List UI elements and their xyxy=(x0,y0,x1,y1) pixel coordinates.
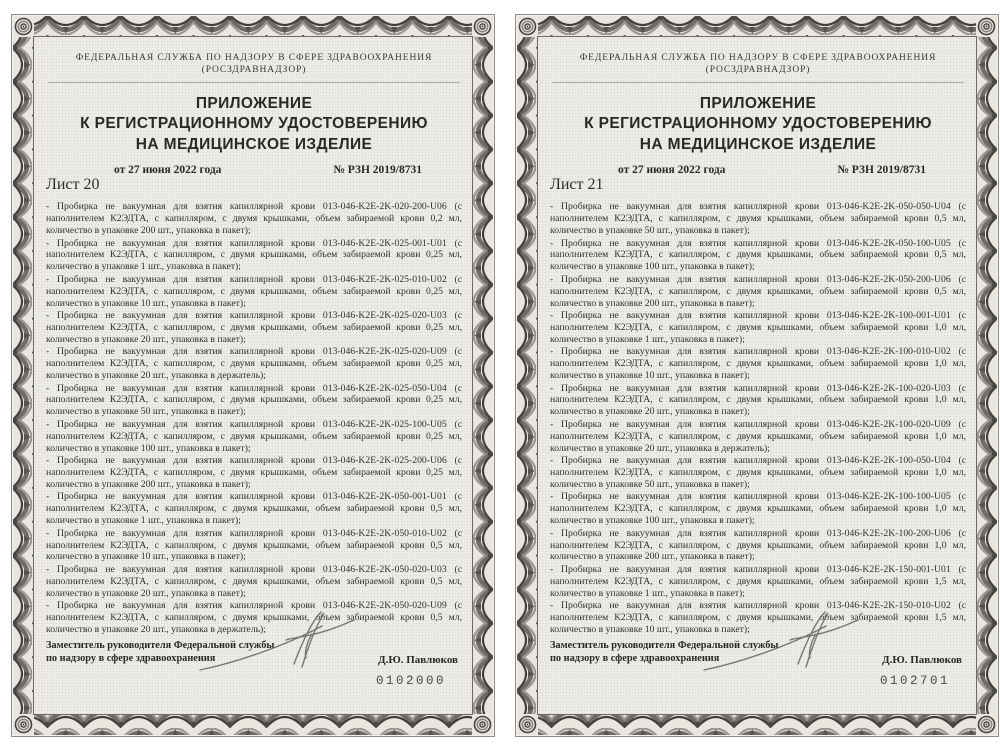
registration-number: № РЗН 2019/8731 xyxy=(837,164,926,177)
registration-number: № РЗН 2019/8731 xyxy=(333,164,422,177)
product-item: - Пробирка не вакуумная для взятия капиллярной крови 013-046-K2E-2K-150-010-U02 (с наполнителем К2ЭДТА, с капилляром, с двумя крышками, объем забираемой крови 1,5 мл, количество в упаковке 10 шт., упаковка в пакет); xyxy=(550,600,966,635)
product-item: - Пробирка не вакуумная для взятия капиллярной крови 013-046-K2E-2K-025-020-U09 (с наполнителем К2ЭДТА, с капилляром, с двумя крышками, объем забираемой крови 0,25 мл, количество в упаковке 20 шт., упаковка в держатель); xyxy=(46,346,462,382)
serial-number: 0102000 xyxy=(375,673,446,688)
product-item: - Пробирка не вакуумная для взятия капиллярной крови 013-046-K2E-2K-100-010-U02 (с наполнителем К2ЭДТА, с капилляром, с двумя крышками, объем забираемой крови 1,0 мл, количество в упаковке 10 шт., упаковка в пакет); xyxy=(550,346,966,382)
page-content xyxy=(34,37,472,714)
product-item: - Пробирка не вакуумная для взятия капиллярной крови 013-046-K2E-2K-100-020-U09 (с наполнителем К2ЭДТА, с капилляром, с двумя крышками, объем забираемой крови 1,0 мл, количество в упаковке 20 шт., упаковка в держатель); xyxy=(550,418,966,454)
agency-abbreviation: (РОСЗДРАВНАДЗОР) xyxy=(201,64,307,75)
certificate-page-1 xyxy=(11,14,495,737)
document-title-line-1: ПРИЛОЖЕНИЕ xyxy=(699,94,817,112)
product-item: - Пробирка не вакуумная для взятия капиллярной крови 013-046-K2E-2K-025-200-U06 (с наполнителем К2ЭДТА, с капилляром, с двумя крышками, объем забираемой крови 0,25 мл, количество в упаковке 200 шт., упаковка в пакет); xyxy=(46,455,462,490)
header-divider xyxy=(48,82,460,83)
product-item: - Пробирка не вакуумная для взятия капиллярной крови 013-046-K2E-2K-050-100-U05 (с наполнителем К2ЭДТА, с капилляром, с двумя крышками, объем забираемой крови 0,5 мл, количество в упаковке 100 шт., упаковка в пакет); xyxy=(550,237,966,273)
product-list xyxy=(46,201,462,636)
product-item: - Пробирка не вакуумная для взятия капиллярной крови 013-046-K2E-2K-100-200-U06 (с наполнителем К2ЭДТА, с капилляром, с двумя крышками, объем забираемой крови 1,0 мл, количество в упаковке 200 шт., упаковка в пакет); xyxy=(550,527,966,563)
signer-position-line-2: по надзору в сфере здравоохранения xyxy=(550,653,720,665)
document-title-line-2: К РЕГИСТРАЦИОННОМУ УДОСТОВЕРЕНИЮ xyxy=(80,115,428,133)
product-item: - Пробирка не вакуумная для взятия капиллярной крови 013-046-K2E-2K-100-020-U03 (с наполнителем К2ЭДТА, с капилляром, с двумя крышками, объем забираемой крови 1,0 мл, количество в упаковке 20 шт., упаковка в пакет); xyxy=(550,382,966,418)
product-item: - Пробирка не вакуумная для взятия капиллярной крови 013-046-K2E-2K-025-010-U02 (с наполнителем К2ЭДТА, с капилляром, с двумя крышками, объем забираемой крови 0,25 мл, количество в упаковке 10 шт., упаковка в пакет); xyxy=(46,273,462,309)
product-item: - Пробирка не вакуумная для взятия капиллярной крови 013-046-K2E-2K-050-200-U06 (с наполнителем К2ЭДТА, с капилляром, с двумя крышками, объем забираемой крови 0,5 мл, количество в упаковке 200 шт., упаковка в пакет); xyxy=(550,273,966,309)
page-content xyxy=(538,37,976,714)
signer-position xyxy=(46,639,274,666)
product-item: - Пробирка не вакуумная для взятия капиллярной крови 013-046-K2E-2K-020-200-U06 (с наполнителем К2ЭДТА, с капилляром, с двумя крышками, объем забираемой крови 0,2 мл, количество в упаковке 200 шт., упаковка в пакет); xyxy=(46,201,462,237)
document-title-line-1: ПРИЛОЖЕНИЕ xyxy=(195,94,313,112)
product-item: - Пробирка не вакуумная для взятия капиллярной крови 013-046-K2E-2K-050-020-U03 (с наполнителем К2ЭДТА, с капилляром, с двумя крышками, объем забираемой крови 0,5 мл, количество в упаковке 20 шт., упаковка в пакет); xyxy=(46,563,462,599)
product-list xyxy=(550,201,966,636)
product-item: - Пробирка не вакуумная для взятия капиллярной крови 013-046-K2E-2K-025-050-U04 (с наполнителем К2ЭДТА, с капилляром, с двумя крышками, объем забираемой крови 0,25 мл, количество в упаковке 50 шт., упаковка в пакет); xyxy=(46,382,462,418)
signer-position-line-2: по надзору в сфере здравоохранения xyxy=(46,653,216,665)
product-item: - Пробирка не вакуумная для взятия капиллярной крови 013-046-K2E-2K-100-100-U05 (с наполнителем К2ЭДТА, с капилляром, с двумя крышками, объем забираемой крови 1,0 мл, количество в упаковке 100 шт., упаковка в пакет); xyxy=(550,491,966,527)
signer-position-line-1: Заместитель руководителя Федеральной службы xyxy=(550,639,779,651)
document-title xyxy=(550,94,966,155)
product-item: - Пробирка не вакуумная для взятия капиллярной крови 013-046-K2E-2K-050-050-U04 (с наполнителем К2ЭДТА, с капилляром, с двумя крышками, объем забираемой крови 0,5 мл, количество в упаковке 50 шт., упаковка в пакет); xyxy=(550,201,966,237)
product-item: - Пробирка не вакуумная для взятия капиллярной крови 013-046-K2E-2K-050-010-U02 (с наполнителем К2ЭДТА, с капилляром, с двумя крышками, объем забираемой крови 0,5 мл, количество в упаковке 10 шт., упаковка в пакет); xyxy=(46,527,462,563)
product-item: - Пробирка не вакуумная для взятия капиллярной крови 013-046-K2E-2K-050-020-U09 (с наполнителем К2ЭДТА, с капилляром, с двумя крышками, объем забираемой крови 0,5 мл, количество в упаковке 20 шт., упаковка в держатель); xyxy=(46,600,462,635)
signer-position xyxy=(550,639,778,666)
signer-name: Д.Ю. Павлюков xyxy=(882,653,962,666)
agency-abbreviation: (РОСЗДРАВНАДЗОР) xyxy=(705,64,811,75)
dateline xyxy=(46,164,462,176)
issue-date: от 27 июня 2022 года xyxy=(114,164,222,177)
signature-block xyxy=(46,639,462,666)
sheet-number: Лист 21 xyxy=(550,176,604,194)
signer-position-line-1: Заместитель руководителя Федеральной службы xyxy=(46,639,275,651)
product-item: - Пробирка не вакуумная для взятия капиллярной крови 013-046-K2E-2K-025-020-U03 (с наполнителем К2ЭДТА, с капилляром, с двумя крышками, объем забираемой крови 0,25 мл, количество в упаковке 20 шт., упаковка в пакет); xyxy=(46,310,462,345)
product-item: - Пробирка не вакуумная для взятия капиллярной крови 013-046-K2E-2K-025-100-U05 (с наполнителем К2ЭДТА, с капилляром, с двумя крышками, объем забираемой крови 0,25 мл, количество в упаковке 100 шт., упаковка в пакет); xyxy=(46,418,462,454)
issue-date: от 27 июня 2022 года xyxy=(618,164,726,177)
document-title xyxy=(46,94,462,155)
product-item: - Пробирка не вакуумная для взятия капиллярной крови 013-046-K2E-2K-100-050-U04 (с наполнителем К2ЭДТА, с капилляром, с двумя крышками, объем забираемой крови 1,0 мл, количество в упаковке 50 шт., упаковка в пакет); xyxy=(550,455,966,490)
serial-number: 0102701 xyxy=(879,673,950,688)
product-item: - Пробирка не вакуумная для взятия капиллярной крови 013-046-K2E-2K-025-001-U01 (с наполнителем К2ЭДТА, с капилляром, с двумя крышками, объем забираемой крови 0,25 мл, количество в упаковке 1 шт., упаковка в пакет); xyxy=(46,237,462,273)
product-item: - Пробирка не вакуумная для взятия капиллярной крови 013-046-K2E-2K-150-001-U01 (с наполнителем К2ЭДТА, с капилляром, с двумя крышками, объем забираемой крови 1,5 мл, количество в упаковке 1 шт., упаковка в пакет); xyxy=(550,563,966,599)
sheet-number: Лист 20 xyxy=(46,176,100,194)
dateline xyxy=(550,164,966,176)
product-item: - Пробирка не вакуумная для взятия капиллярной крови 013-046-K2E-2K-100-001-U01 (с наполнителем К2ЭДТА, с капилляром, с двумя крышками, объем забираемой крови 1,0 мл, количество в упаковке 1 шт., упаковка в пакет); xyxy=(550,310,966,345)
agency-name: ФЕДЕРАЛЬНАЯ СЛУЖБА ПО НАДЗОРУ В СФЕРЕ ЗДРАВООХРАНЕНИЯ xyxy=(75,53,433,63)
document-title-line-3: НА МЕДИЦИНСКОЕ ИЗДЕЛИЕ xyxy=(639,135,877,153)
product-item: - Пробирка не вакуумная для взятия капиллярной крови 013-046-K2E-2K-050-001-U01 (с наполнителем К2ЭДТА, с капилляром, с двумя крышками, объем забираемой крови 0,5 мл, количество в упаковке 1 шт., упаковка в пакет); xyxy=(46,491,462,527)
certificate-page-2 xyxy=(515,14,999,737)
header-divider xyxy=(552,82,964,83)
document-title-line-2: К РЕГИСТРАЦИОННОМУ УДОСТОВЕРЕНИЮ xyxy=(584,115,932,133)
document-title-line-3: НА МЕДИЦИНСКОЕ ИЗДЕЛИЕ xyxy=(135,135,373,153)
signature-block xyxy=(550,639,966,666)
agency-name: ФЕДЕРАЛЬНАЯ СЛУЖБА ПО НАДЗОРУ В СФЕРЕ ЗДРАВООХРАНЕНИЯ xyxy=(579,53,937,63)
signer-name: Д.Ю. Павлюков xyxy=(378,653,458,666)
